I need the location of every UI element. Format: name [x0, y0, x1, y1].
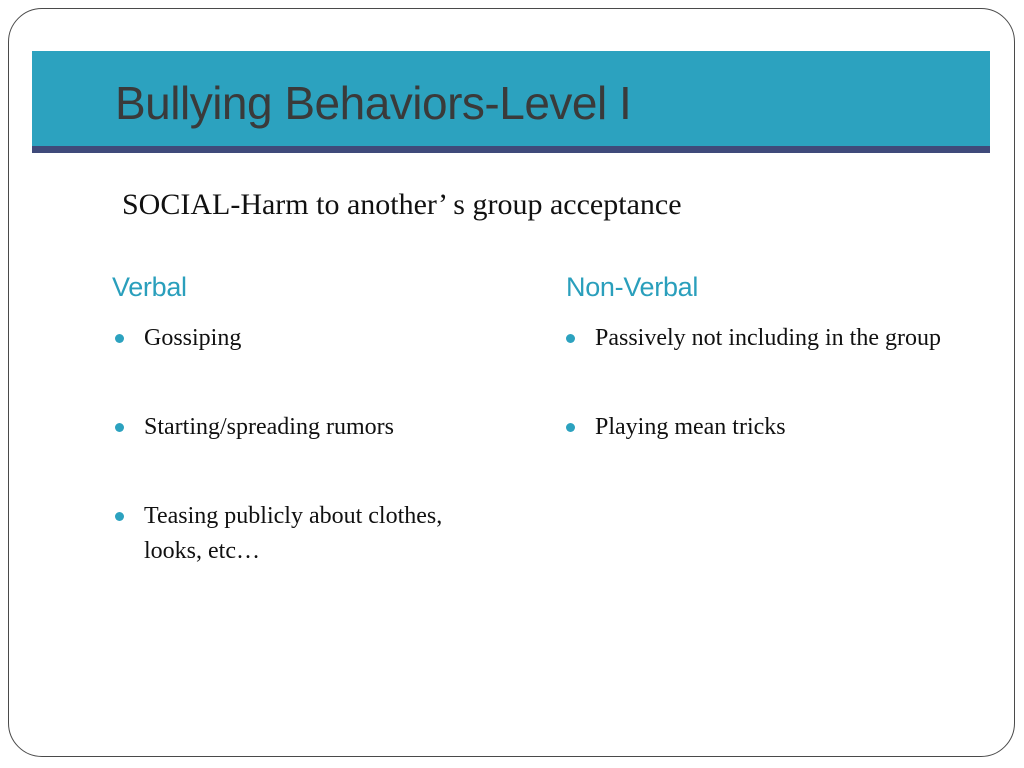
slide-title: Bullying Behaviors-Level I	[115, 77, 632, 129]
bullet-item	[115, 499, 495, 569]
bullet-icon	[566, 334, 575, 343]
column-heading-verbal: Verbal	[112, 272, 187, 302]
title-divider	[32, 146, 990, 153]
bullet-icon	[115, 512, 124, 521]
bullet-text: Gossiping	[144, 325, 242, 351]
column-heading-non-verbal: Non-Verbal	[566, 272, 699, 302]
bullet-item	[566, 321, 946, 356]
bullet-icon	[115, 423, 124, 432]
bullet-item	[566, 410, 946, 445]
bullet-icon	[115, 334, 124, 343]
non-verbal-bullet-list	[566, 321, 946, 499]
verbal-bullet-list	[115, 321, 495, 623]
bullet-icon	[566, 423, 575, 432]
bullet-text: Passively not including in the group	[595, 325, 941, 351]
bullet-item	[115, 410, 495, 445]
bullet-text: Starting/spreading rumors	[144, 414, 394, 440]
bullet-text: Playing mean tricks	[595, 414, 786, 440]
slide-subtitle: SOCIAL-Harm to another’ s group acceptance	[122, 188, 682, 221]
bullet-text: Teasing publicly about clothes, looks, etc…	[144, 503, 443, 564]
bullet-item	[115, 321, 495, 356]
